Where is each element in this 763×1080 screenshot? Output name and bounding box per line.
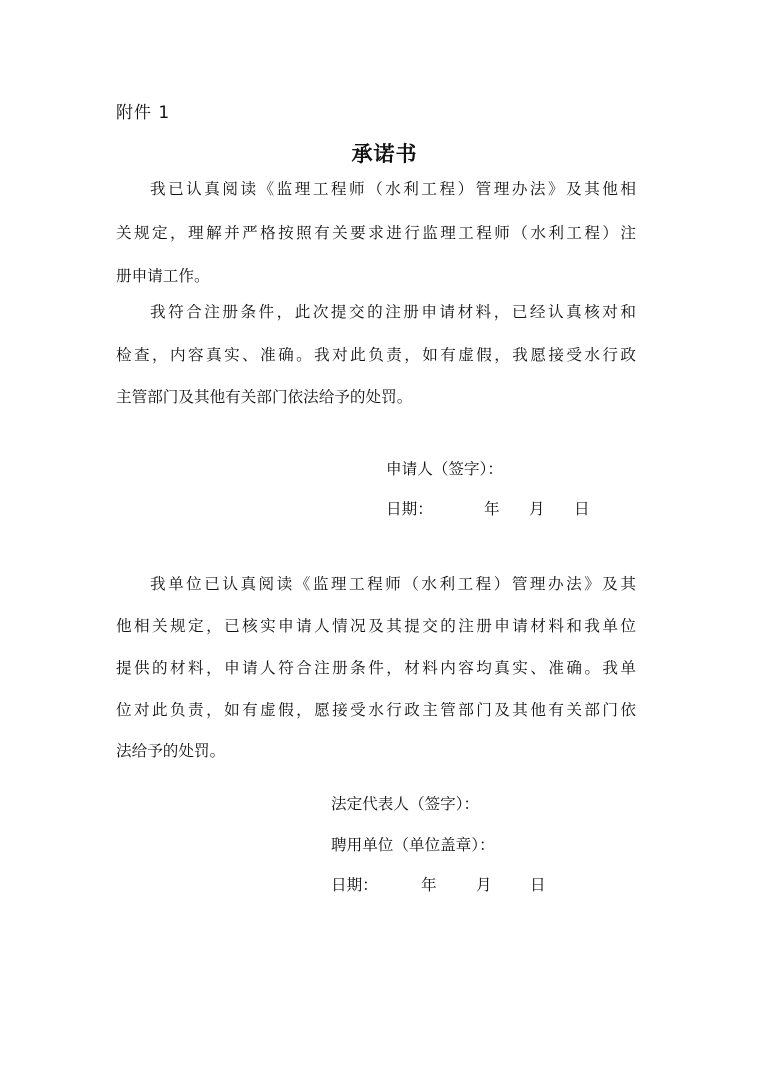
employer-paragraph-line-4: 位对此负责，如有虚假，愿接受水行政主管部门及其他有关部门依 — [116, 701, 636, 719]
employer-seal-label: 聘用单位（单位盖章）： — [331, 836, 495, 854]
document-title-text: 承诺书 — [351, 142, 418, 166]
employer-date-label: 日期： — [331, 876, 378, 894]
applicant-paragraph-1-line-2: 关规定，理解并严格按照有关要求进行监理工程师（水利工程）注 — [116, 224, 636, 242]
applicant-date-year: 年 — [484, 500, 500, 518]
applicant-date-day: 日 — [574, 500, 590, 518]
employer-paragraph-line-1: 我单位已认真阅读《监理工程师（水利工程）管理办法》及其 — [150, 575, 636, 593]
applicant-date-label: 日期： — [386, 500, 433, 518]
applicant-signature-label: 申请人（签字）： — [386, 460, 503, 478]
legal-representative-signature-label: 法定代表人（签字）： — [331, 795, 480, 813]
applicant-paragraph-1-line-1: 我已认真阅读《监理工程师（水利工程）管理办法》及其他相 — [150, 180, 636, 198]
employer-date-day: 日 — [530, 876, 546, 894]
applicant-paragraph-2-line-1: 我符合注册条件，此次提交的注册申请材料，已经认真核对和 — [150, 303, 636, 321]
document-title — [0, 139, 763, 169]
employer-paragraph-line-5: 法给予的处罚。 — [116, 742, 226, 760]
applicant-date-month: 月 — [529, 500, 545, 518]
employer-date-month: 月 — [476, 876, 492, 894]
employer-paragraph-line-3: 提供的材料，申请人符合注册条件，材料内容均真实、准确。我单 — [116, 659, 636, 677]
applicant-paragraph-2-line-3: 主管部门及其他有关部门依法给予的处罚。 — [116, 388, 413, 406]
applicant-paragraph-2-line-2: 检查，内容真实、准确。我对此负责，如有虚假，我愿接受水行政 — [116, 346, 636, 364]
applicant-paragraph-1-line-3: 册申请工作。 — [116, 267, 210, 285]
employer-paragraph-line-2: 他相关规定，已核实申请人情况及其提交的注册申请材料和我单位 — [116, 617, 636, 635]
employer-date-year: 年 — [421, 876, 437, 894]
attachment-label: 附件 1 — [116, 103, 171, 123]
